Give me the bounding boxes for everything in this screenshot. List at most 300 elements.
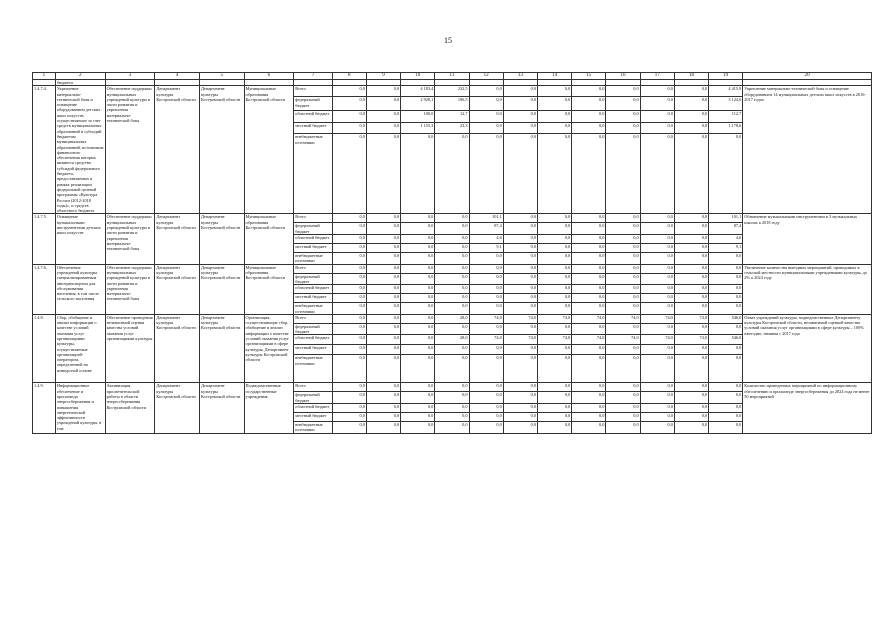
amount-cell: 0,0: [332, 285, 366, 294]
amount-cell: 0,0: [606, 123, 640, 134]
amount-cell: 0,0: [435, 412, 469, 421]
responsible-executor: Департамент культуры Костромской области: [155, 314, 200, 383]
amount-cell: 0,0: [401, 314, 435, 323]
amount-cell: 0,0: [572, 244, 606, 253]
amount-cell: 0,0: [366, 421, 400, 433]
amount-cell: 2 928,1: [401, 97, 435, 111]
amount-cell: 0,0: [469, 383, 503, 392]
amount-cell: 112,7: [709, 111, 743, 123]
amount-cell: 0,0: [332, 412, 366, 421]
amount-cell: 0,0: [606, 97, 640, 111]
amount-cell: 74,0: [674, 314, 708, 323]
header-cell: 11: [435, 73, 469, 80]
amount-cell: 0,0: [572, 223, 606, 235]
amount-cell: 0,0: [401, 355, 435, 383]
amount-cell: 0,0: [469, 273, 503, 285]
amount-cell: 0,0: [469, 412, 503, 421]
amount-cell: 0,0: [332, 314, 366, 323]
amount-cell: 0,0: [469, 123, 503, 134]
amount-cell: 0,0: [503, 392, 537, 404]
funding-source: внебюджетные источники: [294, 355, 332, 383]
amount-cell: 0,0: [709, 273, 743, 285]
coexecutor: Департамент культуры Костромской области: [199, 383, 244, 433]
funding-source: областной бюджет: [294, 235, 332, 244]
amount-cell: 0,0: [366, 253, 400, 265]
amount-cell: 0,0: [572, 392, 606, 404]
amount-cell: 0,0: [332, 294, 366, 303]
amount-cell: 0,0: [332, 97, 366, 111]
amount-cell: 0,0: [640, 223, 674, 235]
amount-cell: 0,0: [332, 123, 366, 134]
amount-cell: 0,0: [366, 273, 400, 285]
amount-cell: 0,0: [572, 403, 606, 412]
amount-cell: 0,0: [401, 235, 435, 244]
participant: Муниципальные образования Костромской области: [244, 86, 294, 214]
amount-cell: 0,0: [366, 111, 400, 123]
amount-cell: 0,0: [503, 355, 537, 383]
amount-cell: 0,0: [674, 244, 708, 253]
amount-cell: 0,0: [674, 355, 708, 383]
amount-cell: 0,0: [537, 253, 571, 265]
amount-cell: 0,0: [366, 235, 400, 244]
amount-cell: 0,0: [606, 285, 640, 294]
amount-cell: 0,0: [366, 335, 400, 345]
funding-source: областной бюджет: [294, 403, 332, 412]
amount-cell: 0,0: [537, 355, 571, 383]
amount-cell: 0,0: [332, 273, 366, 285]
table-body: [33, 73, 872, 434]
amount-cell: 0,0: [674, 412, 708, 421]
measure-goal: Обеспечение поддержки муниципальных учреждений культуры в части развития и укрепления материально-технической базы: [105, 214, 155, 264]
amount-cell: 0,0: [537, 412, 571, 421]
amount-cell: 0,0: [674, 235, 708, 244]
amount-cell: 0,0: [572, 264, 606, 273]
amount-cell: 0,0: [469, 86, 503, 97]
amount-cell: 0,0: [332, 111, 366, 123]
amount-cell: 0,0: [332, 235, 366, 244]
header-row: [33, 73, 872, 80]
coexecutor: Департамент культуры Костромской области: [199, 264, 244, 314]
amount-cell: 0,0: [366, 294, 400, 303]
amount-cell: 0,0: [366, 123, 400, 134]
amount-cell: 0,0: [503, 111, 537, 123]
amount-cell: 9,1: [709, 244, 743, 253]
amount-cell: 0,0: [572, 383, 606, 392]
amount-cell: 1 178,6: [709, 123, 743, 134]
amount-cell: 0,0: [503, 86, 537, 97]
amount-cell: 0,0: [366, 392, 400, 404]
amount-cell: 0,0: [503, 273, 537, 285]
amount-cell: 74,0: [606, 314, 640, 323]
amount-cell: 0,0: [606, 111, 640, 123]
expected-result: Количество проведенных мероприятий по информационному обеспечению и пропаганде энергосбережения до 2024 года не менее 50 мероприятий: [743, 383, 872, 433]
amount-cell: 0,0: [640, 235, 674, 244]
amount-cell: 0,0: [572, 421, 606, 433]
amount-cell: 9,1: [469, 244, 503, 253]
amount-cell: 0,0: [503, 412, 537, 421]
amount-cell: 0,0: [640, 123, 674, 134]
amount-cell: 0,0: [537, 123, 571, 134]
amount-cell: 0,0: [401, 253, 435, 265]
amount-cell: 0,0: [435, 303, 469, 315]
amount-cell: 0,0: [503, 294, 537, 303]
amount-cell: 0,0: [469, 285, 503, 294]
coexecutor: Департамент культуры Костромской области: [199, 314, 244, 383]
amount-cell: 0,0: [674, 264, 708, 273]
row-number: 1.4.7.5.: [33, 214, 56, 264]
amount-cell: 0,0: [332, 392, 366, 404]
amount-cell: 0,0: [709, 355, 743, 383]
amount-cell: 0,0: [503, 421, 537, 433]
amount-cell: 0,0: [606, 403, 640, 412]
amount-cell: 0,0: [537, 345, 571, 355]
amount-cell: 0,0: [606, 412, 640, 421]
amount-cell: 0,0: [572, 235, 606, 244]
amount-cell: 0,0: [640, 264, 674, 273]
amount-cell: 0,0: [537, 235, 571, 244]
amount-cell: 0,0: [366, 223, 400, 235]
amount-cell: 0,0: [537, 285, 571, 294]
amount-cell: 0,0: [401, 403, 435, 412]
amount-cell: 0,0: [503, 285, 537, 294]
amount-cell: 0,0: [537, 323, 571, 335]
amount-cell: 0,0: [640, 97, 674, 111]
amount-cell: 0,0: [503, 264, 537, 273]
amount-cell: 0,0: [435, 355, 469, 383]
amount-cell: 4,6: [709, 235, 743, 244]
amount-cell: 0,0: [572, 86, 606, 97]
amount-cell: 74,0: [674, 335, 708, 345]
amount-cell: 0,0: [401, 335, 435, 345]
amount-cell: 0,0: [401, 323, 435, 335]
program-table: [32, 72, 872, 434]
funding-source: Всего: [294, 264, 332, 273]
amount-cell: 0,0: [503, 244, 537, 253]
amount-cell: 0,0: [674, 303, 708, 315]
amount-cell: 0,0: [332, 421, 366, 433]
amount-cell: 0,0: [332, 303, 366, 315]
participant: Подведомственные государственные учреждения: [244, 383, 294, 433]
amount-cell: 0,0: [332, 264, 366, 273]
amount-cell: 0,0: [332, 214, 366, 223]
amount-cell: 0,0: [709, 392, 743, 404]
coexecutor: Департамент культуры Костромской области: [199, 214, 244, 264]
row-number: 1.4.8.: [33, 314, 56, 383]
amount-cell: 0,0: [709, 294, 743, 303]
amount-cell: 0,0: [640, 421, 674, 433]
amount-cell: 0,0: [640, 253, 674, 265]
amount-cell: 74,0: [503, 314, 537, 323]
amount-cell: 0,0: [366, 355, 400, 383]
amount-cell: 0,0: [332, 134, 366, 214]
amount-cell: 74,0: [503, 335, 537, 345]
amount-cell: 0,0: [469, 345, 503, 355]
amount-cell: 0,0: [469, 97, 503, 111]
header-cell: 3: [105, 73, 155, 80]
amount-cell: 0,0: [674, 214, 708, 223]
amount-cell: 0,0: [674, 273, 708, 285]
measure-name: Сбор, обобщение и анализ информации о качестве условий оказания услуг организациями культуры, осуществляемые организацией-оператором, определенной на конкурсной основе: [55, 314, 105, 383]
funding-source: федеральный бюджет: [294, 97, 332, 111]
amount-cell: 0,0: [469, 294, 503, 303]
amount-cell: 0,0: [332, 335, 366, 345]
amount-cell: 74,0: [469, 335, 503, 345]
amount-cell: 0,0: [366, 134, 400, 214]
row-number: 1.4.7.6.: [33, 264, 56, 314]
amount-cell: 0,0: [606, 383, 640, 392]
amount-cell: 0,0: [332, 383, 366, 392]
amount-cell: 0,0: [606, 294, 640, 303]
page-number: 15: [444, 36, 452, 45]
amount-cell: 0,0: [366, 97, 400, 111]
responsible-executor: Департамент культуры Костромской области: [155, 264, 200, 314]
amount-cell: 74,0: [606, 335, 640, 345]
amount-cell: 0,0: [332, 223, 366, 235]
header-cell: 4: [155, 73, 200, 80]
header-cell: 14: [537, 73, 571, 80]
amount-cell: 0,0: [435, 345, 469, 355]
expected-result: Укрепление материально-технической базы и оснащение оборудованием 14 муниципальных детских школ искусств в 2016-2017 годах: [743, 86, 872, 214]
amount-cell: 0,0: [537, 97, 571, 111]
amount-cell: 0,0: [401, 134, 435, 214]
amount-cell: 0,0: [640, 355, 674, 383]
amount-cell: 0,0: [401, 223, 435, 235]
amount-cell: 74,0: [640, 314, 674, 323]
amount-cell: 0,0: [537, 273, 571, 285]
table-row: [33, 383, 872, 392]
amount-cell: 0,0: [674, 111, 708, 123]
amount-cell: 0,0: [435, 134, 469, 214]
amount-cell: 0,0: [606, 421, 640, 433]
amount-cell: 0,0: [401, 285, 435, 294]
amount-cell: 0,0: [674, 421, 708, 433]
amount-cell: 0,0: [503, 123, 537, 134]
amount-cell: 0,0: [503, 134, 537, 214]
amount-cell: 0,0: [674, 323, 708, 335]
amount-cell: 0,0: [674, 253, 708, 265]
amount-cell: 0,0: [606, 223, 640, 235]
amount-cell: 0,0: [709, 264, 743, 273]
amount-cell: 0,0: [537, 134, 571, 214]
table-row: [33, 264, 872, 273]
amount-cell: 0,0: [572, 345, 606, 355]
amount-cell: 28,0: [435, 314, 469, 323]
amount-cell: 546,0: [709, 335, 743, 345]
amount-cell: 0,0: [709, 383, 743, 392]
funding-source: Всего: [294, 214, 332, 223]
amount-cell: 0,0: [606, 86, 640, 97]
amount-cell: 0,0: [640, 273, 674, 285]
amount-cell: 0,0: [674, 134, 708, 214]
amount-cell: 28,0: [435, 335, 469, 345]
amount-cell: 0,0: [435, 323, 469, 335]
amount-cell: 0,0: [366, 264, 400, 273]
amount-cell: 0,0: [572, 273, 606, 285]
amount-cell: 0,0: [709, 421, 743, 433]
funding-source: Всего: [294, 383, 332, 392]
amount-cell: 0,0: [572, 323, 606, 335]
amount-cell: 0,0: [572, 285, 606, 294]
amount-cell: 0,0: [572, 412, 606, 421]
amount-cell: 0,0: [332, 355, 366, 383]
amount-cell: 0,0: [709, 345, 743, 355]
funding-source: местный бюджет: [294, 294, 332, 303]
amount-cell: 101,1: [709, 214, 743, 223]
amount-cell: 0,0: [537, 303, 571, 315]
amount-cell: 0,0: [606, 323, 640, 335]
amount-cell: 0,0: [606, 253, 640, 265]
amount-cell: 0,0: [537, 244, 571, 253]
amount-cell: 0,0: [537, 294, 571, 303]
funding-source: внебюджетные источники: [294, 303, 332, 315]
amount-cell: 0,0: [435, 421, 469, 433]
funding-source: областной бюджет: [294, 111, 332, 123]
header-cell: 12: [469, 73, 503, 80]
amount-cell: 0,0: [401, 383, 435, 392]
amount-cell: 0,0: [606, 345, 640, 355]
amount-cell: 0,0: [469, 134, 503, 214]
amount-cell: 546,0: [709, 314, 743, 323]
amount-cell: 4 183,4: [401, 86, 435, 97]
amount-cell: 0,0: [674, 86, 708, 97]
amount-cell: 0,0: [435, 383, 469, 392]
participant: Организация, осуществляющие сбор, обобщение и анализ информации о качестве условий оказания услуг организациями в сфере культуры, Департамент культуры Костромской области: [244, 314, 294, 383]
header-cell: 18: [674, 73, 708, 80]
amount-cell: 0,0: [332, 244, 366, 253]
amount-cell: 0,0: [572, 134, 606, 214]
measure-goal: Обеспечение поддержки муниципальных учреждений культуры в части развития и укрепления материально-технической базы: [105, 264, 155, 314]
amount-cell: 0,0: [332, 86, 366, 97]
amount-cell: 0,0: [503, 253, 537, 265]
table-row: [33, 214, 872, 223]
amount-cell: 87,4: [709, 223, 743, 235]
amount-cell: 0,0: [537, 264, 571, 273]
coexecutor: Департамент культуры Костромской области: [199, 86, 244, 214]
measure-name: Обеспечение учреждений культуры специализированным автотранспортом для обслуживания населения, в том числе сельского населения: [55, 264, 105, 314]
measure-goal: Обеспечение проведения независимой оценки качества условий оказания услуг организациями культуры: [105, 314, 155, 383]
amount-cell: 0,0: [503, 214, 537, 223]
amount-cell: 196,5: [435, 97, 469, 111]
header-cell: 9: [366, 73, 400, 80]
amount-cell: 0,0: [366, 383, 400, 392]
header-cell: 19: [709, 73, 743, 80]
funding-source: областной бюджет: [294, 285, 332, 294]
amount-cell: 0,0: [640, 392, 674, 404]
responsible-executor: Департамент культуры Костромской области: [155, 383, 200, 433]
amount-cell: 0,0: [366, 86, 400, 97]
amount-cell: 0,0: [640, 323, 674, 335]
expected-result: Охват учреждений культуры, подведомственных Департаменту культуры Костромской области, независимой оценкой качества условий оказания услуг организациями в сфере культуры – 100% ежегодно, начиная с 2017 года: [743, 314, 872, 383]
amount-cell: 0,0: [469, 264, 503, 273]
amount-cell: 4 415,9: [709, 86, 743, 97]
funding-source: местный бюджет: [294, 345, 332, 355]
amount-cell: 74,0: [572, 335, 606, 345]
amount-cell: 0,0: [366, 314, 400, 323]
amount-cell: 4,6: [469, 235, 503, 244]
header-cell: 8: [332, 73, 366, 80]
header-cell: 7: [294, 73, 332, 80]
amount-cell: 0,0: [503, 403, 537, 412]
amount-cell: 74,0: [572, 314, 606, 323]
amount-cell: 23,3: [435, 123, 469, 134]
amount-cell: 0,0: [435, 294, 469, 303]
amount-cell: 0,0: [401, 412, 435, 421]
amount-cell: 0,0: [537, 383, 571, 392]
funding-source: Всего: [294, 86, 332, 97]
amount-cell: 0,0: [435, 392, 469, 404]
amount-cell: 0,0: [572, 253, 606, 265]
amount-cell: 0,0: [435, 403, 469, 412]
measure-name: Информационное обеспечение и пропаганда энергосбережения и повышения энергетической эффективности учреждений культуры, в том: [55, 383, 105, 433]
amount-cell: 0,0: [332, 323, 366, 335]
amount-cell: 0,0: [435, 285, 469, 294]
amount-cell: 0,0: [366, 323, 400, 335]
amount-cell: 0,0: [640, 345, 674, 355]
amount-cell: 0,0: [435, 223, 469, 235]
amount-cell: 0,0: [537, 214, 571, 223]
amount-cell: 0,0: [640, 294, 674, 303]
amount-cell: 0,0: [640, 285, 674, 294]
header-cell: 2: [55, 73, 105, 80]
funding-source: внебюджетные источники: [294, 421, 332, 433]
amount-cell: 0,0: [332, 403, 366, 412]
amount-cell: 100,0: [401, 111, 435, 123]
amount-cell: 0,0: [503, 323, 537, 335]
amount-cell: 0,0: [469, 403, 503, 412]
amount-cell: 0,0: [572, 123, 606, 134]
amount-cell: 0,0: [366, 403, 400, 412]
measure-goal: Обеспечение поддержки муниципальных учреждений культуры в части развития и укрепления материально-технической базы: [105, 86, 155, 214]
amount-cell: 0,0: [435, 253, 469, 265]
amount-cell: 0,0: [366, 345, 400, 355]
amount-cell: 0,0: [640, 86, 674, 97]
amount-cell: 0,0: [674, 345, 708, 355]
amount-cell: 0,0: [537, 392, 571, 404]
amount-cell: 0,0: [572, 355, 606, 383]
funding-source: местный бюджет: [294, 412, 332, 421]
amount-cell: 0,0: [606, 244, 640, 253]
amount-cell: 0,0: [709, 285, 743, 294]
amount-cell: 0,0: [537, 86, 571, 97]
amount-cell: 0,0: [640, 303, 674, 315]
amount-cell: 0,0: [606, 355, 640, 383]
participant: Муниципальные образования Костромской области: [244, 214, 294, 264]
amount-cell: 0,0: [469, 111, 503, 123]
expected-result: Увеличение количества выездных мероприятий, проводимых в сельской местности муниципальными учреждениями культуры, до 2% к 2024 году: [743, 264, 872, 314]
funding-source: Всего: [294, 314, 332, 323]
amount-cell: 0,0: [709, 403, 743, 412]
amount-cell: 0,0: [435, 273, 469, 285]
amount-cell: 0,0: [366, 412, 400, 421]
table-row: [33, 314, 872, 323]
responsible-executor: Департамент культуры Костромской области: [155, 214, 200, 264]
amount-cell: 0,0: [401, 303, 435, 315]
amount-cell: 0,0: [709, 134, 743, 214]
table-row: [33, 86, 872, 97]
amount-cell: 0,0: [606, 235, 640, 244]
amount-cell: 0,0: [674, 392, 708, 404]
amount-cell: 0,0: [469, 355, 503, 383]
amount-cell: 3 124,6: [709, 97, 743, 111]
amount-cell: 0,0: [674, 123, 708, 134]
funding-source: областной бюджет: [294, 335, 332, 345]
amount-cell: 0,0: [401, 273, 435, 285]
amount-cell: 87,4: [469, 223, 503, 235]
row-number: 1.4.7.4.: [33, 86, 56, 214]
amount-cell: 0,0: [709, 303, 743, 315]
amount-cell: 74,0: [537, 335, 571, 345]
participant: Муниципальные образования Костромской области: [244, 264, 294, 314]
